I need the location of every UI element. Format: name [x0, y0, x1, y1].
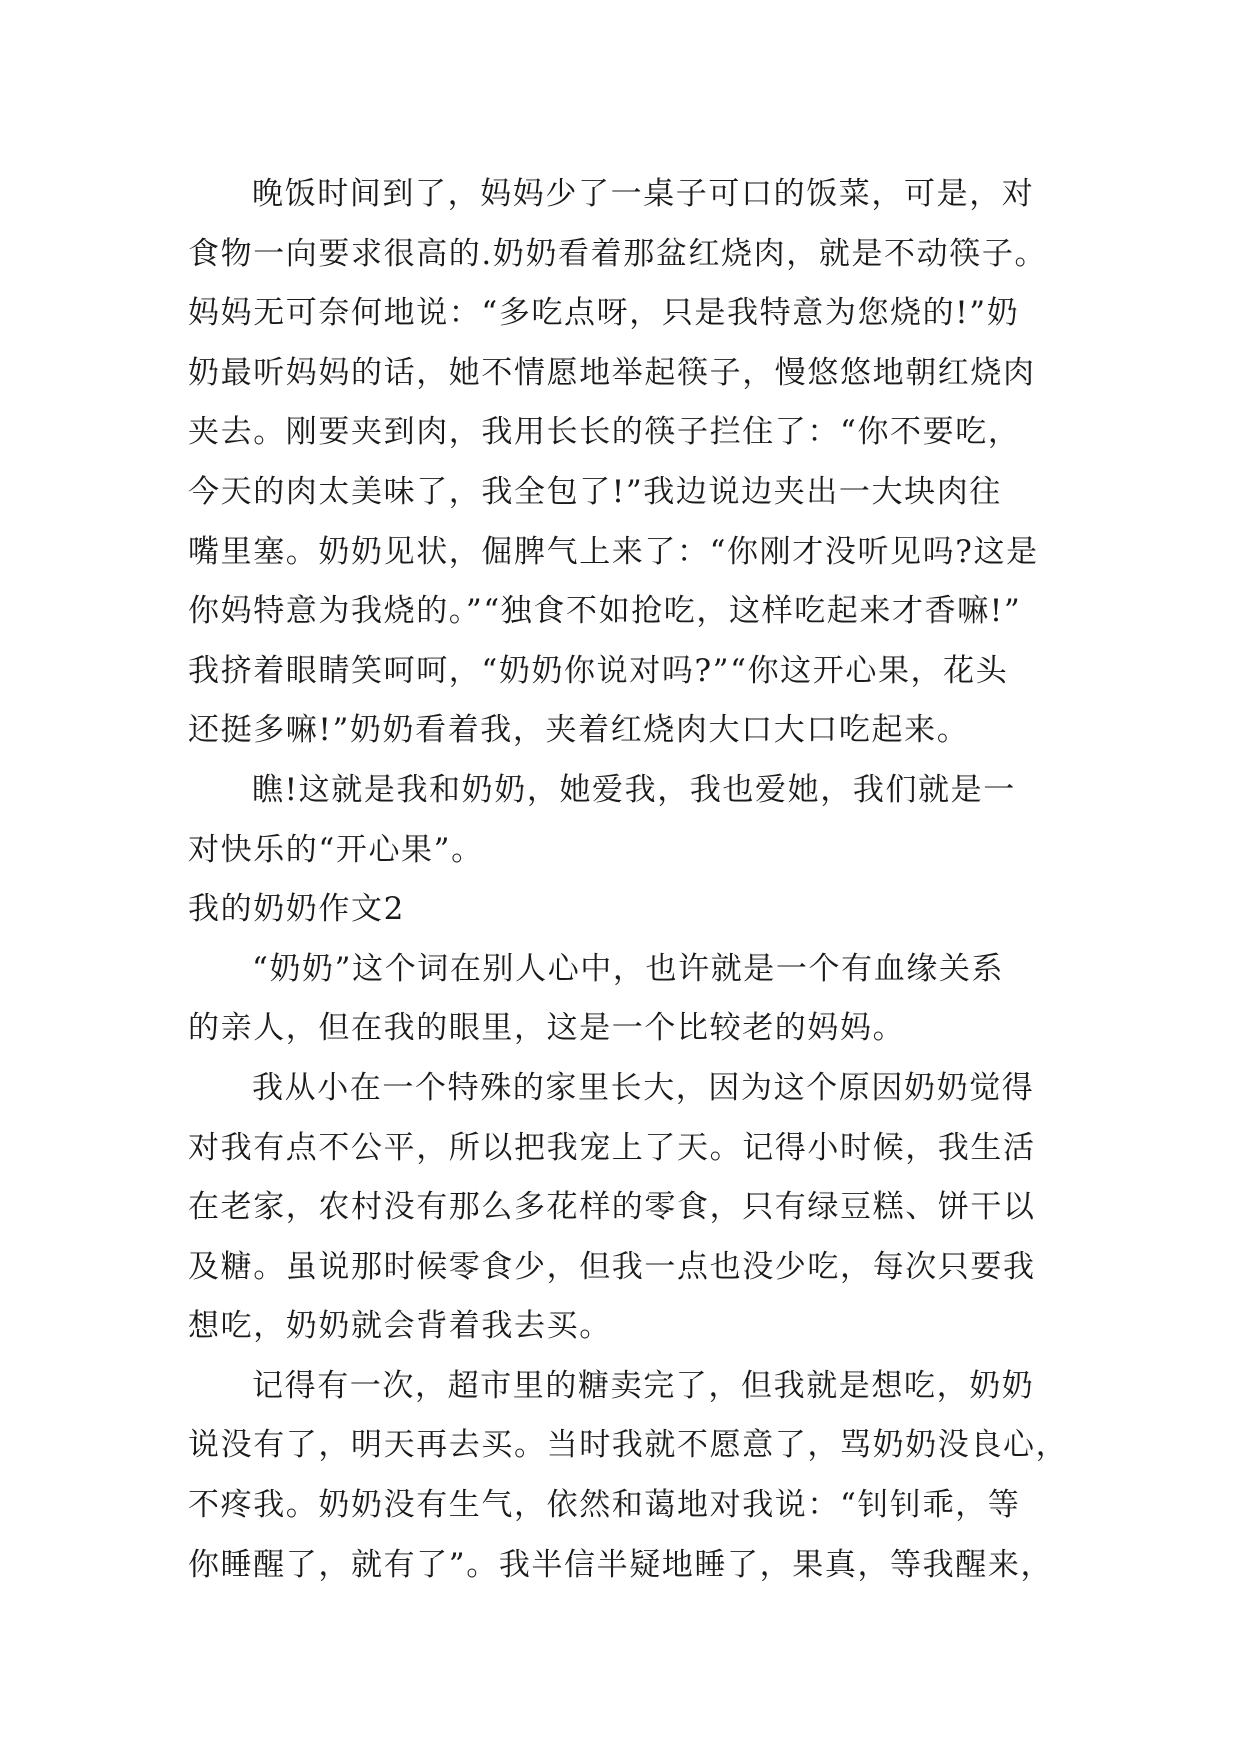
- paragraph-line: 夹去。刚要夹到肉，我用长长的筷子拦住了：“你不要吃，: [188, 414, 1021, 451]
- paragraph-line: 你睡醒了，就有了”。我半信半疑地睡了，果真，等我醒来，: [188, 1546, 1054, 1583]
- paragraph-line: 妈妈无可奈何地说：“多吃点呀，只是我特意为您烧的!”奶: [188, 295, 1020, 332]
- paragraph-line: 我从小在一个特殊的家里长大，因为这个原因奶奶觉得: [252, 1069, 1035, 1106]
- paragraph-line: “奶奶”这个词在别人心中，也许就是一个有血缘关系: [252, 950, 1005, 987]
- paragraph-line: 还挺多嘛!”奶奶看着我，夹着红烧肉大口大口吃起来。: [188, 712, 970, 749]
- paragraph-line: 对快乐的“开心果”。: [188, 831, 484, 868]
- section-heading: 我的奶奶作文2: [188, 891, 405, 928]
- paragraph-line: 你妈特意为我烧的。”“独食不如抢吃，这样吃起来才香嘛!”: [188, 593, 1022, 630]
- paragraph-line: 今天的肉太美味了，我全包了!”我边说边夹出一大块肉往: [188, 473, 1002, 510]
- paragraph-line: 不疼我。奶奶没有生气，依然和蔼地对我说：“钊钊乖，等: [188, 1487, 1021, 1524]
- paragraph-line: 的亲人，但在我的眼里，这是一个比较老的妈妈。: [188, 1010, 906, 1047]
- paragraph-line: 记得有一次，超市里的糖卖完了，但我就是想吃，奶奶: [252, 1367, 1035, 1404]
- paragraph-line: 食物一向要求很高的.奶奶看着那盆红烧肉，就是不动筷子。: [188, 235, 1048, 272]
- paragraph-line: 说没有了，明天再去买。当时我就不愿意了，骂奶奶没良心，: [188, 1427, 1069, 1464]
- paragraph-line: 奶最听妈妈的话，她不情愿地举起筷子，慢悠悠地朝红烧肉: [188, 354, 1036, 391]
- paragraph-line: 及糖。虽说那时候零食少，但我一点也没少吃，每次只要我: [188, 1248, 1036, 1285]
- paragraph-line: 嘴里塞。奶奶见状，倔脾气上来了：“你刚才没听见吗?这是: [188, 533, 1039, 570]
- paragraph-line: 想吃，奶奶就会背着我去买。: [188, 1308, 612, 1345]
- essay-body: [188, 165, 1068, 1595]
- paragraph-line: 晚饭时间到了，妈妈少了一桌子可口的饭菜，可是，对: [252, 176, 1035, 212]
- paragraph-line: 对我有点不公平，所以把我宠上了天。记得小时候，我生活: [188, 1129, 1036, 1166]
- paragraph-line: 我挤着眼睛笑呵呵，“奶奶你说对吗?”“你这开心果，花头: [188, 652, 1009, 689]
- paragraph-line: 在老家，农村没有那么多花样的零食，只有绿豆糕、饼干以: [188, 1189, 1036, 1226]
- paragraph-line: 瞧!这就是我和奶奶，她爱我，我也爱她，我们就是一: [252, 771, 1016, 808]
